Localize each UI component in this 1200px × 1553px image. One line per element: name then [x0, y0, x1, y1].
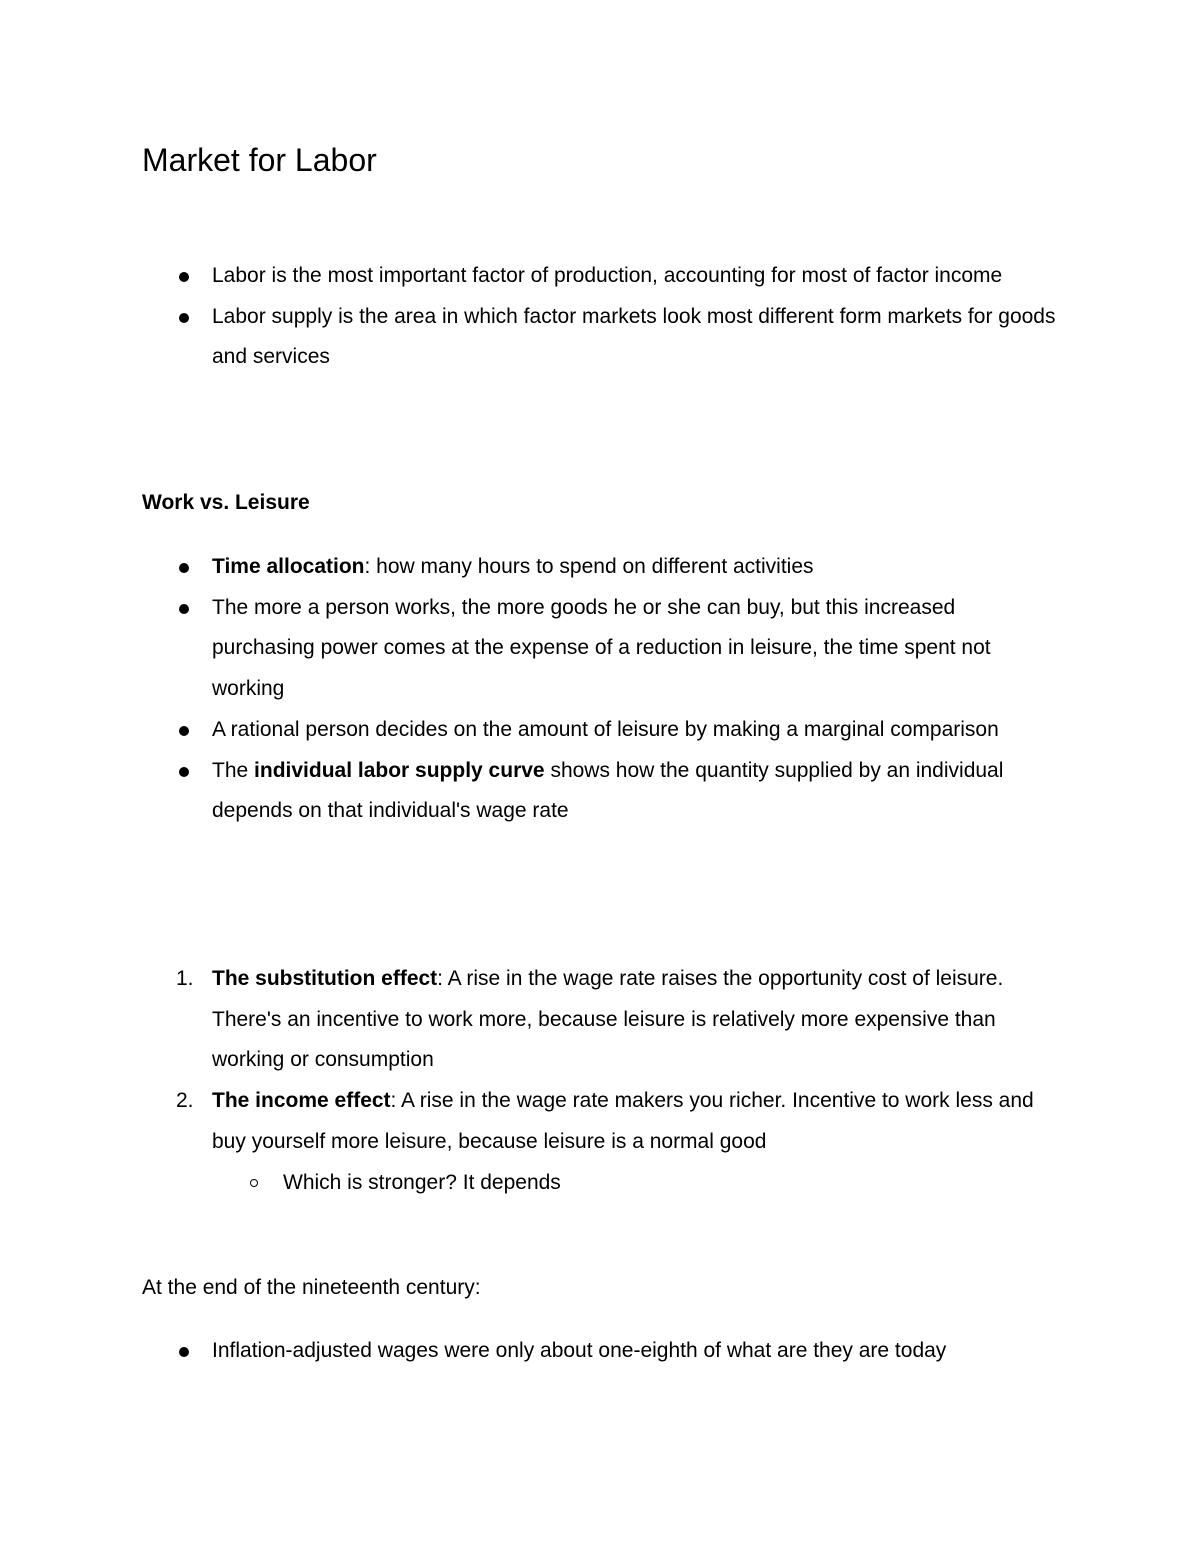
- list-item-text: Labor supply is the area in which factor markets look most different form markets for goods and services: [212, 304, 1056, 369]
- list-item: [0, 256, 1060, 297]
- term-time-allocation: Time allocation: [212, 555, 365, 578]
- list-item: [0, 959, 1060, 1081]
- term-substitution-effect: The substitution effect: [212, 967, 438, 990]
- bullet-icon: [179, 726, 189, 736]
- list-item-text: The: [212, 758, 255, 782]
- list-item-text: Which is stronger? It depends: [283, 1170, 561, 1194]
- list-item-text: Inflation-adjusted wages were only about one-eighth of what are they are today: [212, 1339, 947, 1362]
- list-item: [0, 1331, 1060, 1372]
- paragraph: At the end of the nineteenth century:: [142, 1276, 481, 1299]
- term-income-effect: The income effect: [212, 1089, 391, 1113]
- hollow-bullet-icon: [250, 1179, 258, 1187]
- bullet-icon: [179, 1347, 189, 1357]
- list-item-text: The more a person works, the more goods he or she can buy, but this increased purchasing power comes at the expense of a reduction in leisure, the time spent not working: [212, 595, 991, 701]
- list-item: [0, 1081, 1060, 1162]
- list-item: [0, 710, 1060, 751]
- list-item: [0, 297, 1060, 378]
- bullet-icon: [179, 272, 189, 282]
- list-number: 2.: [176, 1089, 194, 1113]
- intro-bullet-list: [0, 256, 1060, 378]
- effects-numbered-list: [0, 959, 1060, 1203]
- list-item-text: : how many hours to spend on different activities: [364, 555, 814, 578]
- work-bullet-list: [0, 547, 1060, 832]
- section-heading: Work vs. Leisure: [142, 491, 310, 514]
- list-number: 1.: [176, 967, 194, 990]
- bullet-icon: [179, 604, 189, 614]
- list-item: [0, 588, 1060, 710]
- page-title: Market for Labor: [142, 142, 377, 178]
- bullet-icon: [179, 313, 189, 323]
- list-item-text: : A rise in the wage rate raises the opportunity cost of leisure. There's an incentive to work more, because leisure is relatively more expensive than working or consumption: [212, 967, 1004, 1072]
- list-item-text: : A rise in the wage rate makers you richer. Incentive to work less and buy yourself more leisure, because leisure is a normal good: [212, 1089, 1034, 1153]
- list-item-text: Labor is the most important factor of production, accounting for most of factor income: [212, 264, 1003, 287]
- list-item-text: shows how the quantity supplied by an individual depends on that individual's wage rate: [212, 758, 1004, 823]
- bullet-icon: [179, 767, 189, 777]
- sub-list-item: [0, 1163, 1060, 1204]
- list-item-text: A rational person decides on the amount of leisure by making a marginal comparison: [212, 717, 999, 741]
- bullet-icon: [179, 563, 189, 573]
- list-item: [0, 547, 1060, 588]
- list-item: [0, 751, 1060, 832]
- term-individual-labor-supply-curve: individual labor supply curve: [254, 758, 545, 782]
- history-bullet-list: [0, 1331, 1060, 1372]
